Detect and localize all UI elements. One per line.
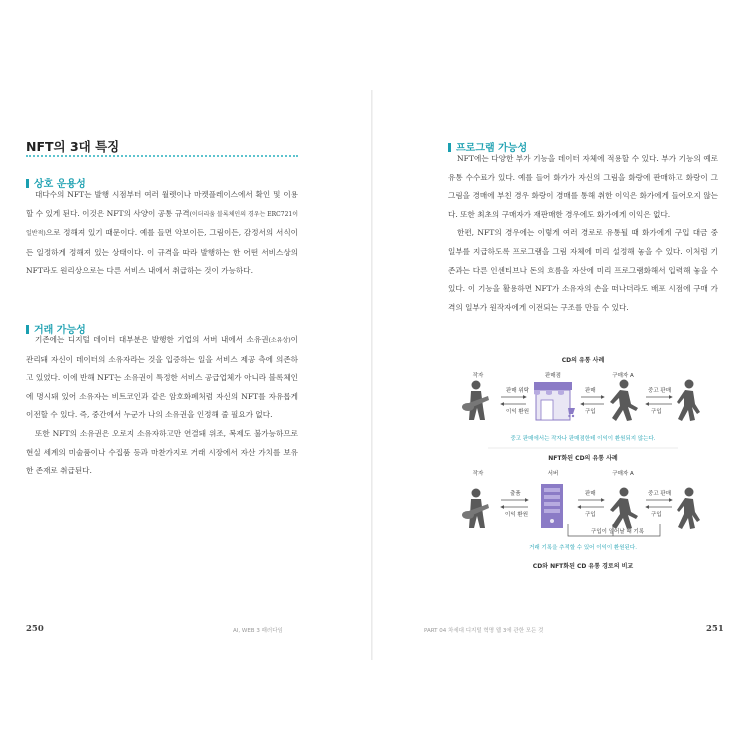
title-divider bbox=[26, 155, 298, 157]
label-store: 판매점 bbox=[545, 373, 561, 379]
page-number: 251 bbox=[706, 624, 724, 634]
left-page bbox=[0, 0, 372, 750]
arrow-label: 중고 판매 bbox=[648, 388, 672, 394]
guitarist-icon bbox=[462, 489, 489, 529]
paragraph-text: 한편, NFT의 경우에는 이렇게 여러 경로로 유통될 때 화가에게 구입 대금 중 일부를 지급하도록 프로그램을 그림 자체에 미리 설정해 놓을 수 있다. 이처럼 기존과는 다른 인센티브나 돈의 흐름을 자산에 미리 프로그램화해서 입력해 놓을 수 있다. 이 기능을 활용하면 NFT가 소유자의 손을 떠나더라도 배포 시점에 구매 가격의 일부가 원작자에게 이전되는 구조를 만들 수 있다. bbox=[448, 228, 718, 312]
arrow-label: 구입 bbox=[651, 409, 662, 415]
arrow-label: 이익 환원 bbox=[506, 409, 530, 415]
paragraph-note: (이더리움 블록체인의 경우는 ERC721이 일반적) bbox=[26, 210, 298, 238]
guitarist-icon bbox=[462, 381, 489, 421]
book-gutter bbox=[371, 90, 373, 660]
label-buyer: 구매자 A bbox=[612, 373, 634, 379]
right-page bbox=[376, 0, 750, 750]
server-icon bbox=[541, 484, 563, 528]
figure-caption: CD와 NFT화된 CD 유통 경로의 비교 bbox=[532, 563, 634, 570]
arrow-label: 판매 bbox=[585, 388, 596, 394]
arrow-label: 판매 위탁 bbox=[506, 388, 530, 394]
paragraph-note: (소유상) bbox=[268, 337, 291, 344]
arrow-label: 구입 bbox=[585, 512, 596, 518]
section-heading-text: 상호 운용성 bbox=[34, 179, 86, 190]
store-icon bbox=[534, 382, 575, 420]
diagram-bottom-note: 거래 기록을 추적할 수 있어 이익이 환원된다. bbox=[529, 545, 637, 551]
paragraph-text: 이 관리돼 자신이 데이터의 소유자라는 것을 입증하는 일을 서비스 제공 측에 의존하고 있었다. 이에 반해 NFT는 소유권이 특정한 서비스 공급업체가 아니라 블록체인에 명시돼 있어 소유자는 비트코인과 같은 암호화폐처럼 자신의 NFT를 자유롭게 이전할 수 있다. 즉, 중간에서 누군가 나의 소유권을 인정해 줄 필요가 없다. bbox=[26, 335, 298, 420]
paragraph-text: NFT에는 다양한 부가 기능을 데이터 자체에 적용할 수 있다. 부가 기능의 예로 유통 수수료가 있다. 예를 들어 화가가 자신의 그림을 화랑에 판매하고 화랑이 그 그림을 경매에 부친 경우 화랑이 경매를 통해 취한 이익은 화가에게 들어오지 않는다. 또한 최초의 구매자가 재판매한 경우에도 화가에게 이익은 없다. bbox=[448, 154, 718, 219]
running-head: PART 04 차세대 디지털 혁명 웹 3에 관한 모든 것 bbox=[424, 628, 544, 634]
diagram-top-title: CD의 유통 사례 bbox=[561, 357, 605, 364]
paragraph-text: 또한 NFT의 소유권은 오로지 소유자하고만 연결돼 위조, 복제도 불가능하므로 현실 세계의 미술품이나 수집품 등과 마찬가지로 거래 시장에서 자산 가치를 보유한 존재로 취급된다. bbox=[26, 428, 298, 476]
arrow-label: 출품 bbox=[510, 491, 521, 497]
distribution-diagram bbox=[448, 352, 718, 574]
section-heading-text: 거래 가능성 bbox=[34, 325, 86, 336]
arrow-label: 구입 bbox=[585, 409, 596, 415]
buyer-icon bbox=[610, 380, 638, 422]
arrow-label: 중고 판매 bbox=[648, 491, 672, 497]
buyer-icon bbox=[610, 488, 638, 530]
label-creator: 작자 bbox=[472, 471, 484, 477]
diagram-bottom-title: NFT화된 CD의 유통 사례 bbox=[548, 455, 618, 462]
arrow-label: 판매 bbox=[585, 491, 596, 497]
paragraph-text: 대다수의 NFT는 발행 시점부터 여러 월렛이나 마켓플레이스에서 확인 및 이용할 수 있게 된다. 이것은 NFT의 사양이 공통 규격 bbox=[26, 190, 298, 218]
page-number: 250 bbox=[26, 624, 44, 634]
diagram-top-note: 중고 판매에서는 작자나 판매점한테 이익이 환원되지 않는다. bbox=[510, 436, 656, 442]
paragraph-programmability bbox=[448, 150, 718, 317]
page-title: NFT의 3대 특징 bbox=[26, 139, 120, 154]
record-label: 구입이 일어날 때 기록 bbox=[591, 529, 645, 535]
second-buyer-icon bbox=[677, 380, 700, 422]
label-buyer: 구매자 A bbox=[612, 471, 634, 477]
arrow-label: 이익 환원 bbox=[505, 512, 529, 518]
paragraph-tradability bbox=[26, 331, 298, 481]
section-heading-text: 프로그램 가능성 bbox=[456, 143, 528, 154]
second-buyer-icon bbox=[677, 488, 700, 530]
paragraph-text: 으로 정해져 있기 때문이다. 예를 들면 악보이든, 그림이든, 감정서의 서식이든 일정하게 정해져 있는 상태이다. 이 규격을 따라 발행하는 한 어떤 서비스상의 NFT라도 원리상으로는 다른 서비스 내에서 취급하는 것이 가능하다. bbox=[26, 228, 298, 276]
running-head: AI, WEB 3 패러다임 bbox=[233, 628, 283, 634]
arrow-label: 구입 bbox=[651, 512, 662, 518]
paragraph-text: 기존에는 디지털 데이터 대부분은 발행한 기업의 서버 내에서 소유권 bbox=[35, 335, 269, 344]
label-server: 서버 bbox=[547, 471, 559, 477]
paragraph-interoperability bbox=[26, 186, 298, 281]
label-creator: 작자 bbox=[472, 373, 484, 379]
